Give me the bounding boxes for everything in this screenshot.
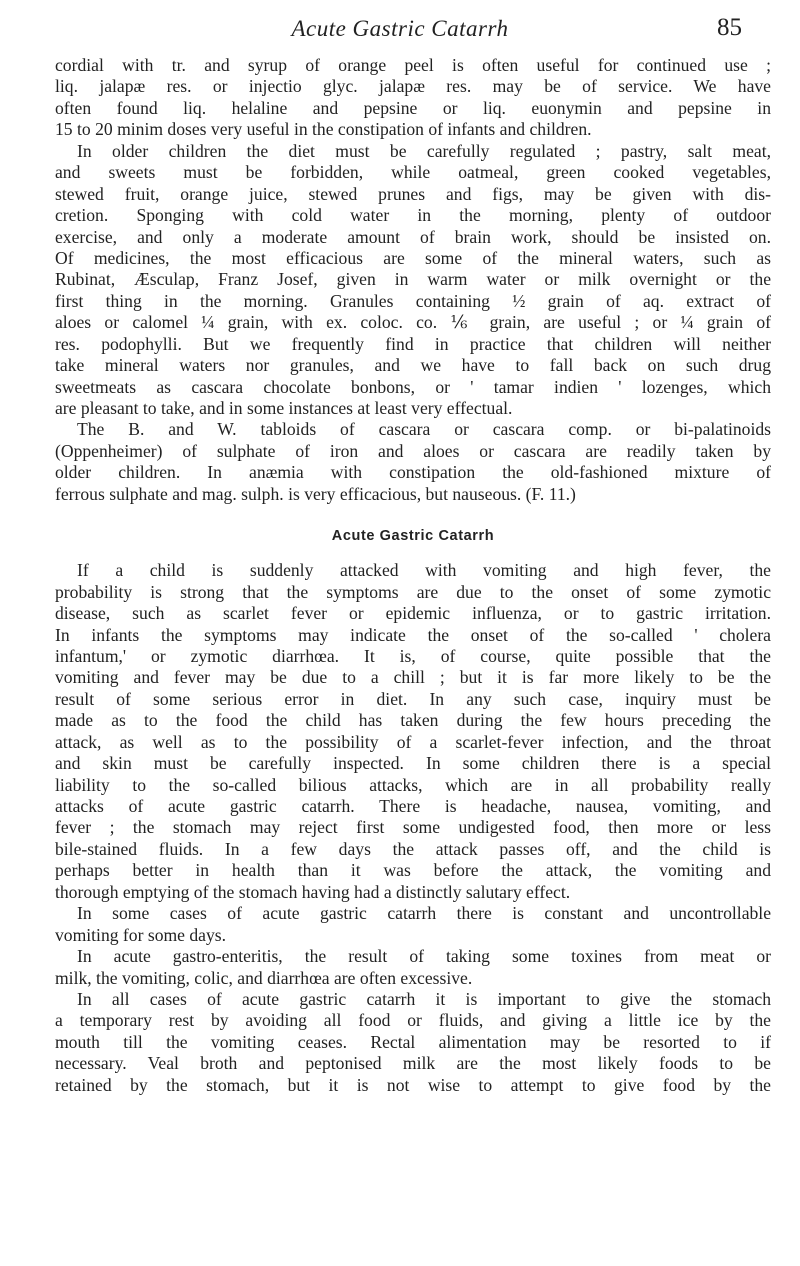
text-line: stewed fruit, orange juice, stewed prunes and figs, may be given with dis- — [55, 183, 771, 204]
text-line: sweetmeats as cascara chocolate bonbons, or ' tamar indien ' lozenges, which — [55, 376, 771, 397]
text-line: aloes or calomel ¼ grain, with ex. coloc. co. ⅙ grain, are useful ; or ¼ grain of — [55, 312, 771, 333]
page-number: 85 — [717, 14, 742, 41]
text-line: milk, the vomiting, colic, and diarrhœa are often excessive. — [55, 967, 473, 988]
running-head — [0, 14, 800, 48]
text-line: In all cases of acute gastric catarrh it is important to give the stomach — [77, 988, 771, 1009]
text-line: thorough emptying of the stomach having had a distinctly salutary effect. — [55, 881, 571, 902]
section-heading: Acute Gastric Catarrh — [331, 528, 495, 545]
text-line: Rubinat, Æsculap, Franz Josef, given in warm water or milk overnight or the — [55, 269, 771, 290]
text-line: exercise, and only a moderate amount of brain work, should be insisted on. — [55, 226, 771, 247]
text-line: attacks of acute gastric catarrh. There is headache, nausea, vomiting, and — [55, 796, 771, 816]
text-line: cretion. Sponging with cold water in the morning, plenty of outdoor — [55, 205, 771, 226]
text-line: perhaps better in health than it was before the attack, the vomiting and — [55, 860, 771, 881]
text-line: infantum,' or zymotic diarrhœa. It is, of course, quite possible that the — [55, 645, 771, 666]
text-line: In some cases of acute gastric catarrh there is constant and uncontrollable — [77, 903, 771, 924]
body-text — [55, 55, 771, 1096]
text-line: a temporary rest by avoiding all food or fluids, and giving a little ice by the — [55, 1010, 771, 1031]
text-line: In acute gastro-enteritis, the result of taking some toxines from meat or — [77, 946, 771, 967]
text-line: result of some serious error in diet. In any such case, inquiry must be — [55, 688, 771, 709]
text-line: liq. jalapæ res. or injectio glyc. jalapæ res. may be of service. We have — [55, 76, 771, 97]
text-line: Of medicines, the most efficacious are some of the mineral waters, such as — [55, 247, 771, 268]
text-line: (Oppenheimer) of sulphate of iron and aloes or cascara are readily taken by — [55, 440, 771, 461]
text-line: The B. and W. tabloids of cascara or cascara comp. or bi-palatinoids — [77, 419, 771, 440]
text-line: vomiting for some days. — [55, 924, 227, 945]
text-line: If a child is suddenly attacked with vomiting and high fever, the — [77, 560, 771, 581]
text-line: ferrous sulphate and mag. sulph. is very efficacious, but nauseous. (F. 11.) — [55, 483, 576, 504]
text-line: bile-stained fluids. In a few days the attack passes off, and the child is — [55, 838, 771, 859]
text-line: fever ; the stomach may reject first some undigested food, then more or less — [55, 817, 771, 838]
text-line: and sweets must be forbidden, while oatmeal, green cooked vegetables, — [55, 162, 771, 183]
running-title: Acute Gastric Catarrh — [291, 16, 509, 41]
text-line: mouth till the vomiting ceases. Rectal alimentation may be resorted to if — [55, 1031, 771, 1052]
text-line: retained by the stomach, but it is not wise to attempt to give food by the — [55, 1074, 771, 1095]
text-line: In infants the symptoms may indicate the onset of the so-called ' cholera — [55, 624, 771, 645]
text-line: made as to the food the child has taken during the few hours preceding the — [55, 710, 771, 731]
text-line: probability is strong that the symptoms are due to the onset of some zymotic — [55, 581, 771, 602]
text-line: older children. In anæmia with constipation the old-fashioned mixture of — [55, 462, 771, 483]
text-line: liability to the so-called bilious attacks, which are in all probability really — [55, 774, 771, 795]
text-line: often found liq. helaline and pepsine or liq. euonymin and pepsine in — [55, 97, 771, 118]
text-line: take mineral waters nor granules, and we have to fall back on such drug — [55, 355, 771, 376]
text-line: 15 to 20 minim doses very useful in the constipation of infants and children. — [55, 119, 592, 140]
text-line: attack, as well as to the possibility of a scarlet-fever infection, and the throat — [55, 731, 771, 752]
text-line: res. podophylli. But we frequently find in practice that children will neither — [55, 333, 771, 354]
text-line: are pleasant to take, and in some instances at least very effectual. — [55, 398, 513, 418]
text-line: vomiting and fever may be due to a chill ; but it is far more likely to be the — [55, 667, 771, 688]
text-line: first thing in the morning. Granules containing ½ grain of aq. extract of — [55, 290, 771, 311]
text-line: In older children the diet must be carefully regulated ; pastry, salt meat, — [77, 140, 771, 161]
text-line: disease, such as scarlet fever or epidemic influenza, or to gastric irritation. — [55, 603, 771, 624]
text-line: and skin must be carefully inspected. In some children there is a special — [55, 753, 771, 774]
text-line: necessary. Veal broth and peptonised milk are the most likely foods to be — [55, 1053, 771, 1074]
text-line: cordial with tr. and syrup of orange peel is often useful for continued use ; — [55, 55, 771, 75]
